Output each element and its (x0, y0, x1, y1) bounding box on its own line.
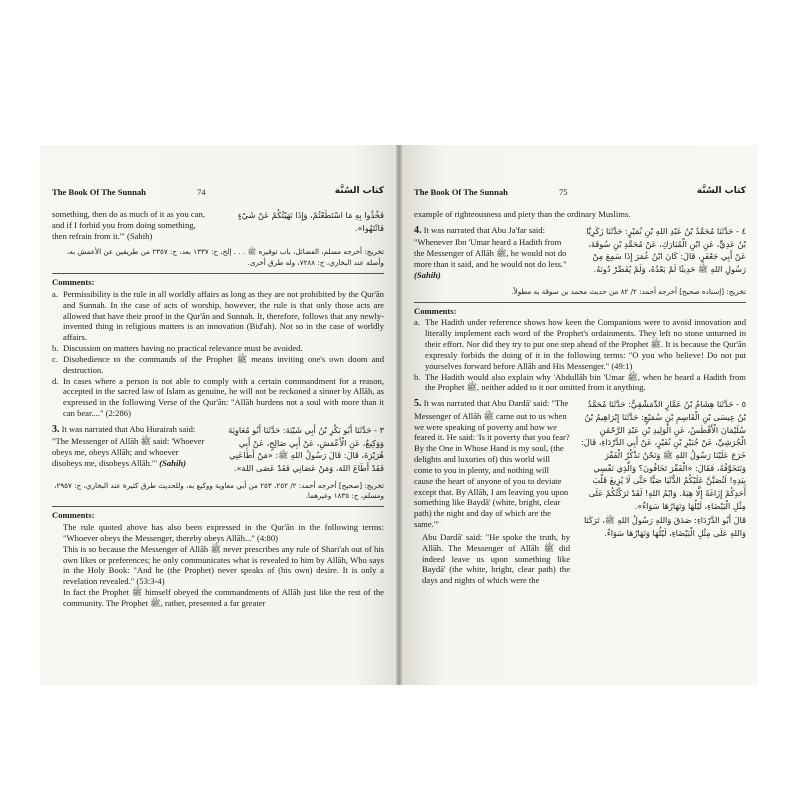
running-title: The Book Of The Sunnah (414, 187, 508, 197)
comment-item: b. Discussion on matters having no practical relevance must be avoided. (52, 343, 303, 354)
comments-heading: Comments: (52, 277, 95, 288)
hadith-number: 5. (414, 398, 422, 410)
divider (52, 506, 384, 507)
right-page-header (414, 187, 746, 199)
arabic-text: فَخُذُوا بِهِ مَا اسْتَطَعْتُمْ، وَإِذَا نَهَيْتُكُمْ عَنْ شَيْءٍ فَانْتَهُوا». (237, 210, 384, 233)
left-page-header (52, 187, 384, 199)
takhrij-note: تخريج: [إسناده صحيح] أخرجه أحمد: ٢/ ٨٢ من حديث محمد بن سوقة به مطولاً. (511, 286, 746, 296)
arabic-text: ٤ - حَدَّثَنَا مُحَمَّدُ بْنُ عَبْدِ اللهِ بْنِ نُمَيْرٍ: حَدَّثَنَا زَكَرِيَّا بْنُ عَدِيٍّ، عَنِ ابْنِ الْمُبَارَكِ، عَنْ مُحَمَّدِ بْنِ سُوقَةَ، عَنْ أَبِي جَعْفَرٍ، قَالَ: كَانَ ابْنُ عُمَرَ إِذَا سَمِعَ مِنْ رَسُولِ اللهِ ﷺ حَدِيثًا لَمْ يَعْدُهُ، وَلَمْ يُقَصِّرْ دُونَهُ. (586, 225, 746, 274)
comment-paragraph: The rule quoted above has also been expressed in the Qur'ān in the following terms: "Whoever obeys the Messenger, thereby obeys Allāh..." (4:80) (63, 522, 384, 543)
divider (414, 302, 746, 303)
english-text-continued: Abu Dardā' said: "He spoke the truth, by Allāh. The Messenger of Allāh ﷺ did indeed leave us upon something like Baydā' (the white, bright, clear path) the days and nights of which were the (422, 531, 571, 586)
continuation-line: example of righteousness and piety than the ordinary Muslims. (414, 209, 631, 219)
english-text: something, then do as much of it as you can, and if I forbid you from doing something, then refrain from it.'" (Sahih) (52, 209, 205, 241)
english-text: It was narrated that Abu Hurairah said: "The Messenger of Allāh ﷺ said: 'Whoever obeys me, obeys Allāh; and whoever disobeys me, disobeys Allāh.'" (52, 423, 205, 469)
comment-item: c. Disobedience to the commands of the Prophet ﷺ means inviting one's own doom and destruction. (52, 353, 384, 375)
comment-item: b. The Hadith would also explain why 'Abdullāh bin 'Umar ﷺ, when he heard a Hadith from the Prophet ﷺ, neither added to it nor omitted from it anything. (414, 371, 746, 393)
right-page (402, 145, 758, 685)
arabic-text-continued: قَالَ أَبُو الدَّرْدَاءِ: صَدَقَ وَاللهِ رَسُولُ اللهِ ﷺ، تَرَكَنَا وَاللهِ عَلَى مِثْلِ الْبَيْضَاءِ، لَيْلُهَا وَنَهَارُهَا سَوَاءٌ. (584, 515, 746, 539)
running-title-arabic: كتاب السُنَّة (334, 186, 384, 196)
hadith-grade: (Sahih) (159, 458, 186, 469)
running-title: The Book Of The Sunnah (52, 187, 146, 197)
comment-item: a. Permissibility is the rule in all worldly affairs as long as they are not prohibited by the Qur'ān and Sunnah. In the case of acts of worship, however, the rule is that only those acts are allowed that have their proof in the Qur'ān and Sunnah. It, therefore, follows that any newly-invented thing in religious matters is an innovation (Bid'ah). Not so in the case of worldly affairs. (52, 288, 384, 343)
comments-heading: Comments: (414, 305, 457, 316)
hadith-continuation (52, 209, 384, 241)
hadith-grade: (Sahih) (414, 269, 441, 280)
hadith-number: 3. (52, 423, 60, 435)
takhrij-note: تخريج: أخرجه مسلم، الفضائل، باب توقيره ﷺ . . . إلخ، ح: ١٣٣٧ بعد، ح: ٢٣٥٧ من طريقين عن الأعمش به، وأصله عند البخاري، ح: ٧٢٨٨، وله طرق أخرى. (66, 247, 384, 268)
takhrij-note: تخريج: [صحيح] أخرجه أحمد: ٢/ ٢٥٢، ٢٥٣ من أبي معاوية ووكيع به، وللحديث طرق كثيرة عند البخاري، ح: ٢٩٥٧، ومسلم، ح: ١٨٣٥ وغيرهما. (54, 480, 384, 501)
hadith-4 (414, 225, 746, 281)
right-page-body (414, 209, 746, 681)
comment-paragraph: In fact the Prophet ﷺ himself obeyed the commandments of Allāh just like the rest of the community. The Prophet ﷺ, rather, presented a far greater (63, 587, 384, 608)
hadith-3 (52, 424, 384, 475)
arabic-text: ٥ - حَدَّثَنَا هِشَامُ بْنُ عَمَّارٍ الدِّمَشْقِيُّ: حَدَّثَنَا مُحَمَّدُ بْنُ عِيسَى بْنِ الْقَاسِمِ بْنِ سُمَيْعٍ: حَدَّثَنَا إِبْرَاهِيمُ بْنُ سُلَيْمَانَ الْأَفْطَسُ، عَنِ الْوَلِيدِ بْنِ عَبْدِ الرَّحْمَٰنِ الْجُرَشِيِّ، عَنْ جُبَيْرِ بْنِ نُفَيْرٍ، عَنْ أَبِي الدَّرْدَاءِ، قَالَ: خَرَجَ عَلَيْنَا رَسُولُ اللهِ ﷺ وَنَحْنُ نَذْكُرُ الْفَقْرَ وَنَتَخَوَّفُهُ، فَقَالَ: «الْفَقْرَ تَخَافُونَ؟ وَالَّذِي نَفْسِي بِيَدِهِ! لَتُصَبَّنَّ عَلَيْكُمُ الدُّنْيَا صَبًّا حَتَّى لَا يُزِيغَ قَلْبَ أَحَدِكُمْ إِزَاغَةً إِلَّا هِيَهْ. وَايْمُ اللهِ! لَقَدْ تَرَكْتُكُمْ عَلَى مِثْلِ الْبَيْضَاءِ، لَيْلُهَا وَنَهَارُهَا سَوَاءٌ». (581, 399, 746, 511)
running-title-arabic: كتاب السُنَّة (696, 186, 746, 196)
book-spread (40, 145, 758, 685)
arabic-text: ٣ - حَدَّثَنَا أَبُو بَكْرِ بْنُ أَبِي شَيْبَةَ: حَدَّثَنَا أَبُو مُعَاوِيَةَ وَوَكِيعٌ، عَنِ الْأَعْمَشِ، عَنْ أَبِي صَالِحٍ، عَنْ أَبِي هُرَيْرَةَ، قَالَ: قَالَ رَسُولُ اللهِ ﷺ: «مَنْ أَطَاعَنِي فَقَدْ أَطَاعَ اللهَ، وَمَنْ عَصَانِي فَقَدْ عَصَى اللهَ». (228, 424, 384, 473)
hadith-5 (414, 398, 746, 586)
left-page-body (52, 209, 384, 681)
page-number: 74 (197, 187, 206, 197)
left-page (40, 145, 396, 685)
comment-item: d. In cases where a person is not able to comply with a certain commandment for a reason, accepted in the sacred law of Islam as genuine, he will not be reckoned a sinner by Allāh, as expressed in the following Verse of the Qur'ān: "Allāh burdens not a soul with more than it can bear...." (2:286) (52, 375, 384, 419)
comment-paragraph: This is so because the Messenger of Allāh ﷺ never prescribes any rule of Shari'ah out of his own likes or preferences; he only communicates what is revealed to him by Allāh, Who says in the Holy Book: "And he (the Prophet) never speaks of (his own) desire. It is only a revelation revealed." (53:3-4) (63, 543, 384, 587)
divider (52, 273, 384, 274)
english-text: It was narrated that Abu Ja'far said: "Whenever Ibn 'Umar heard a Hadith from the Messenger of Allāh ﷺ, he would not do more than it said, and he would not do less." (414, 224, 567, 270)
page-number: 75 (559, 187, 568, 197)
comments-list (52, 289, 384, 419)
comments-heading: Comments: (52, 510, 95, 521)
comment-item: a. The Hadith under reference shows how keen the Companions were to avoid innovation and literally implement each word of the Prophet's ordainments. They left no stone unturned in their effort. Nor did they try to put one step ahead of the Prophet ﷺ. It is because the Qur'ān expressly forbids the doing of it in the following terms: "O you who believe! Do not put yourselves forward before Allāh and His Messenger." (49:1) (414, 317, 746, 371)
comments-list (414, 317, 746, 393)
english-text: It was narrated that Abu Dardā' said: "The Messenger of Allāh ﷺ came out to us when we were speaking of poverty and how we feared it. He said: 'Is it poverty that you fear? By the One in Whose Hand is my soul, (the delights and luxuries of) this world will come to you in plenty, and nothing will cause the heart of anyone of you to deviate except that. By Allāh, I am leaving you upon something like Baydā' (white, bright, clear path) the night and day of which are the same.'" (414, 398, 570, 530)
hadith-number: 4. (414, 224, 422, 236)
